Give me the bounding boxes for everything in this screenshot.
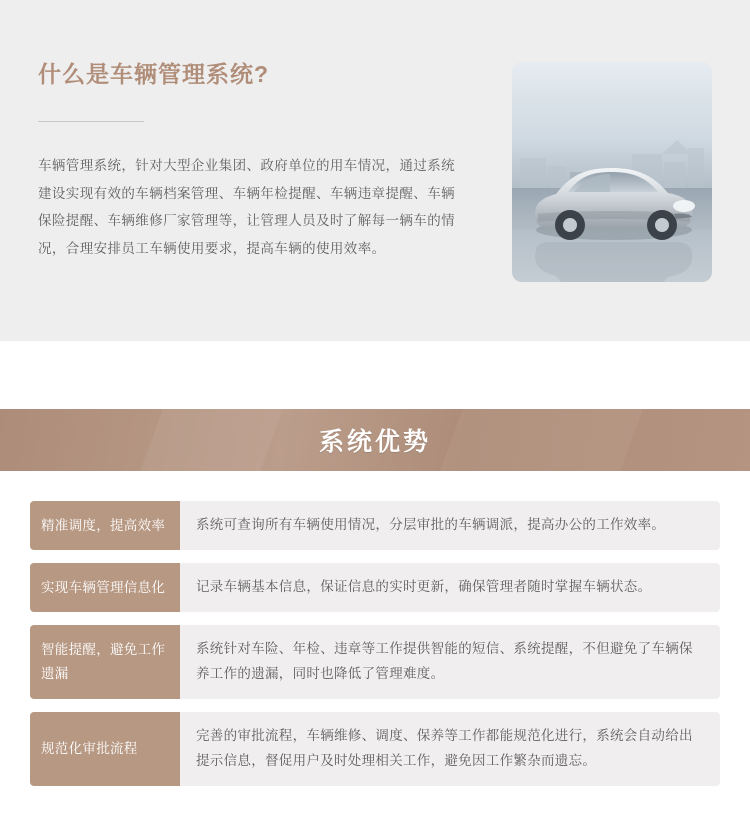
list-item	[30, 501, 720, 550]
section-spacer-mid	[0, 471, 750, 501]
advantage-banner	[0, 409, 750, 471]
feature-description: 系统可查询所有车辆使用情况，分层审批的车辆调派，提高办公的工作效率。	[196, 517, 666, 532]
feature-label: 智能提醒，避免工作遗漏	[30, 625, 180, 699]
feature-description: 系统针对车险、年检、违章等工作提供智能的短信、系统提醒，不但避免了车辆保养工作的遗漏，同时也降低了管理难度。	[196, 640, 693, 681]
intro-text-column	[38, 42, 468, 263]
section-spacer-top	[0, 341, 750, 409]
advantage-banner-title: 系统优势	[318, 428, 431, 456]
list-item	[30, 625, 720, 699]
title-divider	[38, 121, 144, 122]
feature-label: 精准调度，提高效率	[30, 501, 180, 550]
intro-paragraph: 车辆管理系统，针对大型企业集团、政府单位的用车情况，通过系统建设实现有效的车辆档案管理、车辆年检提醒、车辆违章提醒、车辆保险提醒、车辆维修厂家管理等，让管理人员及时了解每一辆车的情况，合理安排员工车辆使用要求，提高车辆的使用效率。	[38, 158, 455, 257]
list-item	[30, 712, 720, 786]
intro-section	[0, 0, 750, 341]
feature-description: 记录车辆基本信息，保证信息的实时更新，确保管理者随时掌握车辆状态。	[196, 578, 652, 594]
feature-label: 实现车辆管理信息化	[30, 563, 180, 612]
car-photo	[512, 62, 712, 282]
feature-label: 规范化审批流程	[30, 712, 180, 786]
advantage-list	[0, 501, 750, 786]
car-illustration-icon	[512, 62, 712, 282]
feature-description: 完善的审批流程，车辆维修、调度、保养等工作都能规范化进行，系统会自动给出提示信息，督促用户及时处理相关工作，避免因工作繁杂而遗忘。	[196, 727, 693, 768]
page-title: 什么是车辆管理系统?	[38, 61, 270, 87]
list-item	[30, 563, 720, 612]
